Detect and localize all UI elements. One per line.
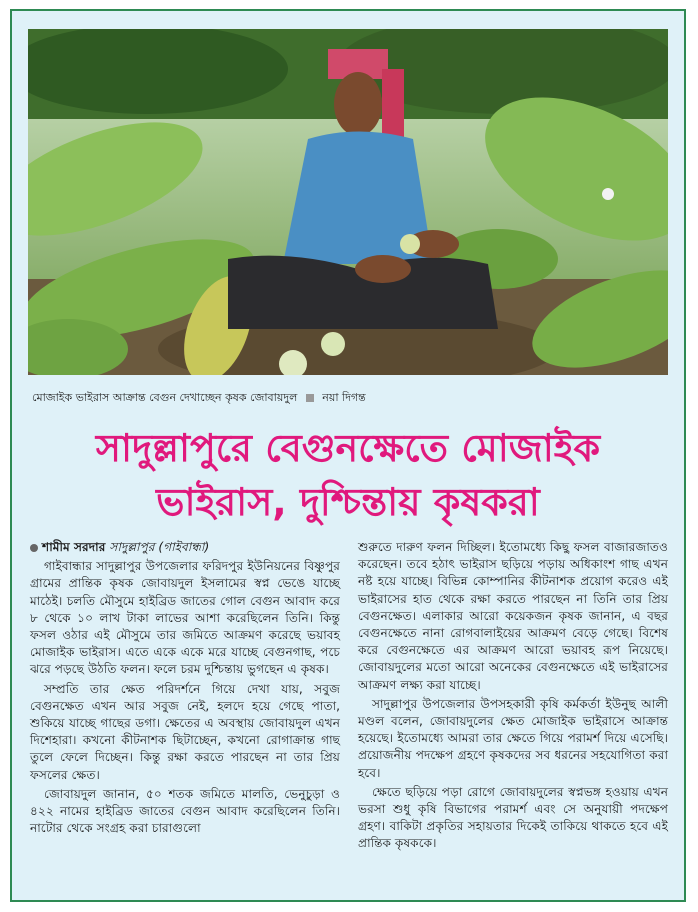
photo-caption	[32, 389, 662, 407]
bullet-icon	[30, 544, 38, 552]
paragraph: গাইবান্ধার সাদুল্লাপুর উপজেলার ফরিদপুর ইউনিয়নের বিষ্ণুপুর গ্রামের প্রান্তিক কৃষক জোবায়দুল ইসলামের স্বপ্ন ভেঙে যাচ্ছে মাঠেই। চলতি মৌসুমে হাইব্রিড জাতের গোল বেগুন আবাদ করে ৮ থেকে ১০ লাখ টাকা লাভের আশা করেছিলেন তিনি। কিন্তু ফসল ওঠার এই মৌসুমে তার জমিতে আক্রমণ করেছে ভয়াবহ মোজাইক ভাইরাস। এতে একে একে মরে যাচ্ছে বেগুনগাছ, পচে ঝরে পড়ছে উঠতি ফলন। ফলে চরম দুশ্চিন্তায় ভুগছেন এ কৃষক।	[30, 559, 340, 677]
photo-illustration	[28, 29, 668, 375]
headline-line-2: ভাইরাস, দুশ্চিন্তায় কৃষকরা	[156, 480, 540, 524]
paragraph: ক্ষেতে ছড়িয়ে পড়া রোগে জোবায়দুলের স্বপ্নভঙ্গ হওয়ায় এখন ভরসা শুধু কৃষি বিভাগের পরামর্শ এবং সে অনুযায়ী পদক্ষেপ গ্রহণ। বাকিটা প্রকৃতির সহায়তার দিকেই তাকিয়ে থাকতে হবে এই প্রান্তিক কৃষককে।	[358, 784, 668, 851]
paragraph: সাদুল্লাপুর উপজেলার উপসহকারী কৃষি কর্মকর্তা ইউনুছ আলী মণ্ডল বলেন, জোবায়দুলের ক্ষেত মোজাইক ভাইরাসে আক্রান্ত হয়েছে। ইতোমধ্যে আমরা তার ক্ষেতে গিয়ে পরামর্শ দিয়ে এসেছি। প্রয়োজনীয় পদক্ষেপ গ্রহণে কৃষকদের সব ধরনের সহযোগিতা করা হবে।	[358, 696, 668, 780]
article-column-right	[358, 539, 668, 855]
byline-location: সাদুল্লাপুর (গাইবান্ধা)	[109, 540, 210, 554]
byline	[30, 539, 340, 556]
headline-line-1: সাদুল্লাপুরে বেগুনক্ষেতে মোজাইক	[95, 426, 601, 470]
caption-source: নয়া দিগন্ত	[322, 391, 366, 404]
paragraph: সম্প্রতি তার ক্ষেত পরিদর্শনে গিয়ে দেখা যায়, সবুজ বেগুনক্ষেত এখন আর সবুজ নেই, হলদে হয়ে গেছে পাতা, শুকিয়ে যাচ্ছে গাছের ডগা। ক্ষেতের এ অবস্থায় জোবায়দুল এখন দিশেহারা। কখনো কীটনাশক ছিটাচ্ছেন, কখনো রোগাক্রান্ত গাছ তুলে ফেলে দিচ্ছেন। কিন্তু রক্ষা করতে পারছেন না তার প্রিয় ফসলের ক্ষেত।	[30, 681, 340, 782]
article-column-left	[30, 539, 340, 839]
byline-author: শামীম সরদার	[42, 540, 106, 554]
paragraph: শুরুতে দারুণ ফলন দিচ্ছিল। ইতোমধ্যে কিছু ফসল বাজারজাতও করেছেন। তবে হঠাৎ ভাইরাস ছড়িয়ে পড়ায় অধিকাংশ গাছ এখন নষ্ট হয়ে যাচ্ছে। বিভিন্ন কোম্পানির কীটনাশক প্রয়োগ করেও এই ভাইরাসের হাত থেকে রক্ষা করতে পারছেন না তিনি তার প্রিয় বেগুনক্ষেত। এলাকার আরো কয়েকজন কৃষক জানান, এ বছর বেগুনক্ষেতে নানা রোগবালাইয়ের আক্রমণ বেড়ে গেছে। বিশেষ করে বেগুনক্ষেতে এর আক্রমণ আরো ভয়াবহ রূপ নিয়েছে। জোবায়দুলের মতো আরো অনেকের বেগুনক্ষেতে এই ভাইরাসের আক্রমণ লক্ষ্য করা যাচ্ছে।	[358, 540, 668, 692]
caption-separator	[306, 394, 314, 402]
newspaper-clipping	[10, 9, 686, 902]
farmer-photo	[28, 29, 668, 375]
paragraph: জোবায়দুল জানান, ৫০ শতক জমিতে মালতি, ভেনুচুড়া ও ৪২২ নামের হাইব্রিড জাতের বেগুন আবাদ করেছিলেন তিনি। নাটোর থেকে সংগ্রহ করা চারাগুলো	[30, 786, 340, 836]
headline	[28, 421, 668, 529]
caption-text: মোজাইক ভাইরাস আক্রান্ত বেগুন দেখাচ্ছেন কৃষক জোবায়দুল	[32, 391, 298, 404]
